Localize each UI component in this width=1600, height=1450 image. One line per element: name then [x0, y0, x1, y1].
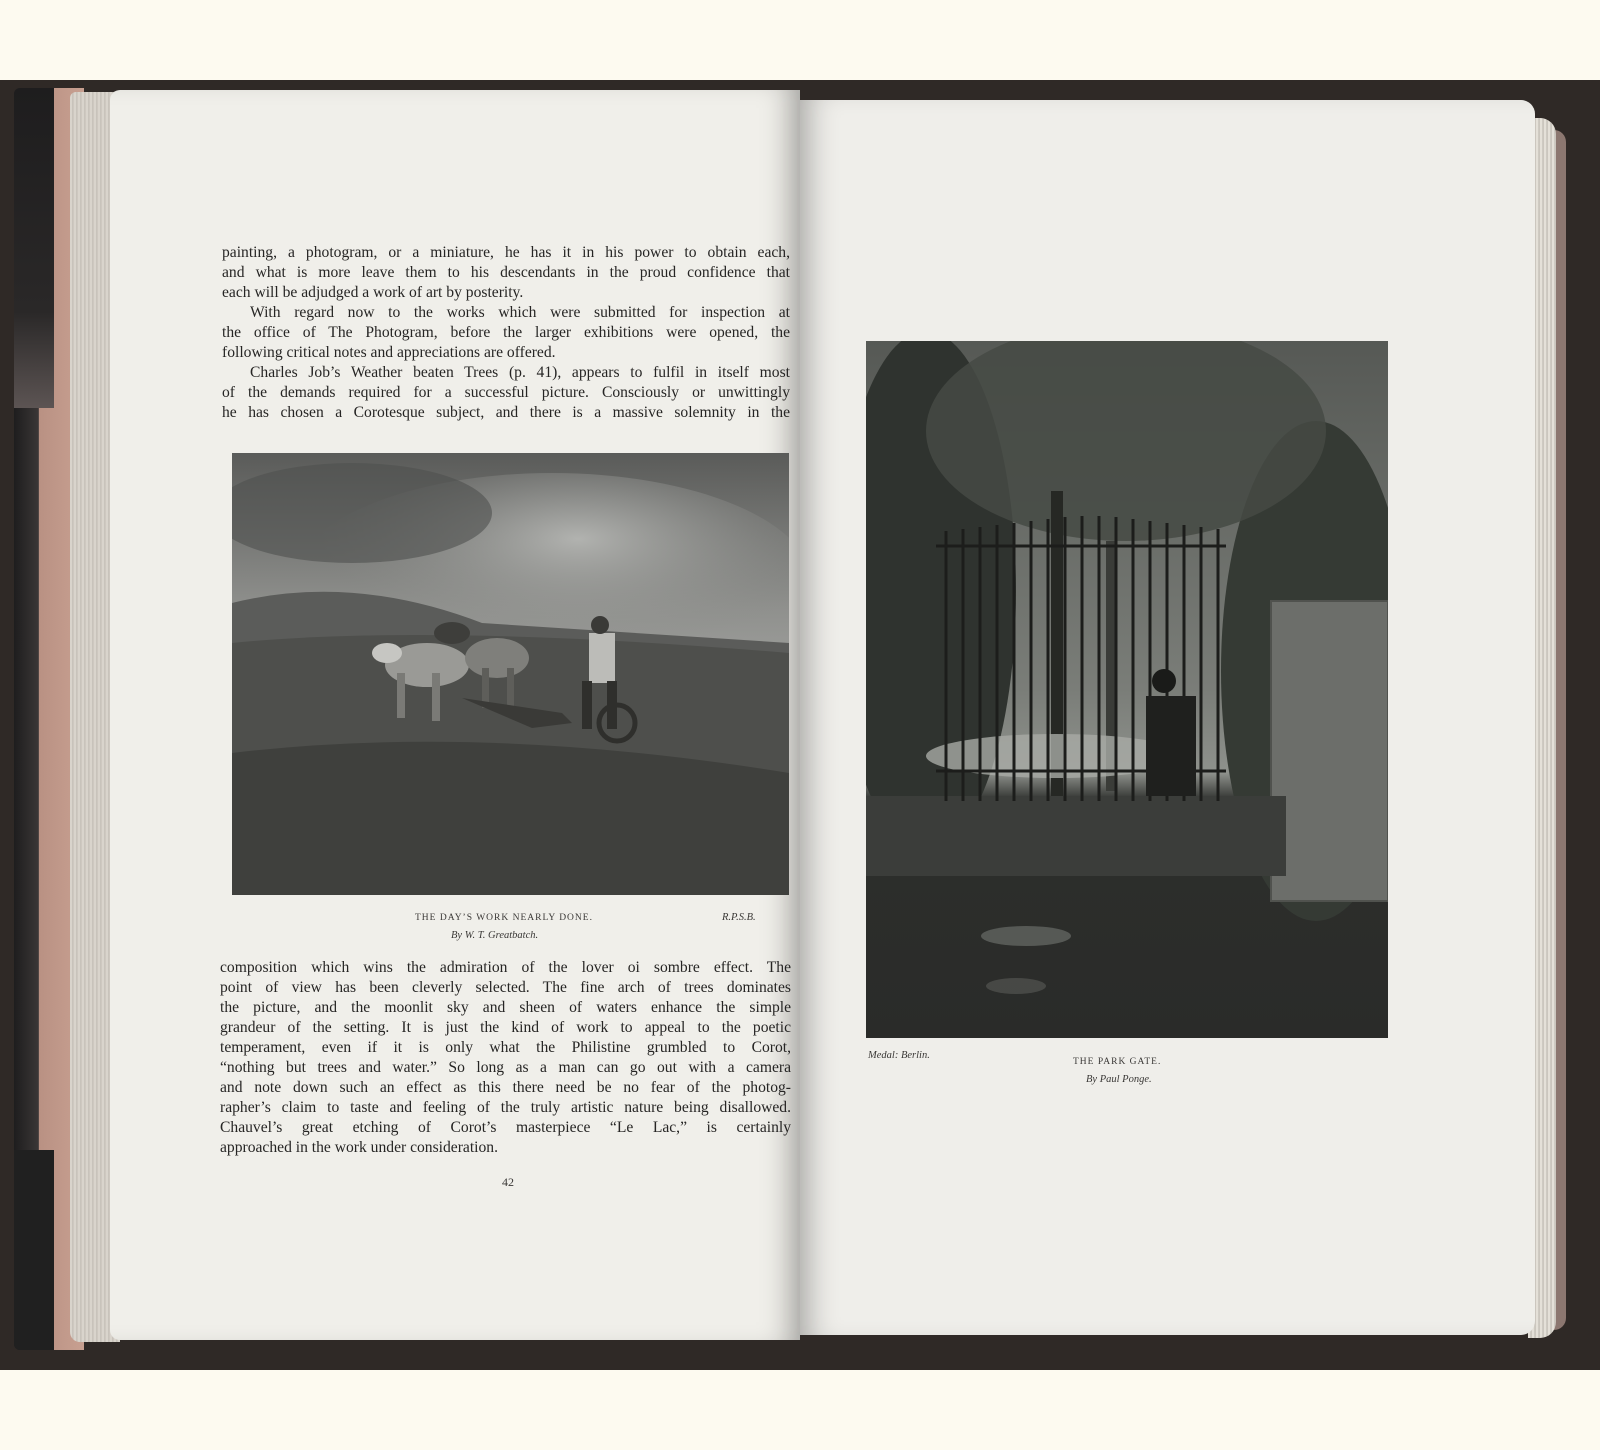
- cover-corner-top: [14, 88, 54, 408]
- text-line: Chauvel’s great etching of Corot’s masterpiece “Le Lac,” is certainly: [220, 1119, 791, 1136]
- text-line: of the demands required for a successful picture. Consciously or unwittingly: [222, 384, 790, 401]
- text-line: composition which wins the admiration of the lover oi sombre effect. The: [220, 959, 791, 976]
- text-line: point of view has been cleverly selected. The fine arch of trees dominates: [220, 979, 791, 996]
- text-line: “nothing but trees and water.” So long as a man can go out with a camera: [220, 1059, 791, 1076]
- photo-caption-society: R.P.S.B.: [722, 912, 756, 923]
- text-line: Charles Job’s Weather beaten Trees (p. 41), appears to fulfil in itself most: [250, 364, 790, 381]
- left-page-top-text: [222, 243, 790, 423]
- text-line: approached in the work under consideration.: [220, 1139, 498, 1156]
- text-line: painting, a photogram, or a miniature, he has it in his power to obtain each,: [222, 244, 790, 261]
- ploughing-scene-image: [232, 453, 789, 895]
- text-line: the office of The Photogram, before the larger exhibitions were opened, the: [222, 324, 790, 341]
- photo-caption-author: By Paul Ponge.: [1086, 1074, 1152, 1085]
- text-line: each will be adjudged a work of art by posterity.: [222, 284, 524, 301]
- photo-caption-author: By W. T. Greatbatch.: [451, 930, 539, 941]
- medal-label: Medal: Berlin.: [868, 1050, 930, 1061]
- text-line: he has chosen a Corotesque subject, and there is a massive solemnity in the: [222, 404, 790, 421]
- text-line: and note down such an effect as this there need be no fear of the photog-: [220, 1079, 791, 1096]
- text-line: With regard now to the works which were submitted for inspection at: [250, 304, 790, 321]
- text-line: temperament, even if it is only what the Philistine grumbled to Corot,: [220, 1039, 791, 1056]
- text-line: and what is more leave them to his descendants in the proud confidence that: [222, 264, 790, 281]
- text-line: grandeur of the setting. It is just the kind of work to appeal to the poetic: [220, 1019, 791, 1036]
- photo-caption-title: THE PARK GATE.: [1073, 1057, 1162, 1067]
- photo-caption-title: THE DAY’S WORK NEARLY DONE.: [415, 913, 593, 923]
- page-number: 42: [502, 1175, 514, 1189]
- photo-days-work: [232, 453, 789, 895]
- park-gate-image: [866, 341, 1388, 1038]
- cover-corner-bottom: [14, 1150, 54, 1350]
- left-page-bottom-text: [220, 958, 791, 1158]
- photo-park-gate: [866, 341, 1388, 1038]
- text-line: the picture, and the moonlit sky and sheen of waters enhance the simple: [220, 999, 791, 1016]
- text-line: rapher’s claim to taste and feeling of the truly artistic nature being disallowed.: [220, 1099, 791, 1116]
- text-line: following critical notes and appreciations are offered.: [222, 344, 556, 361]
